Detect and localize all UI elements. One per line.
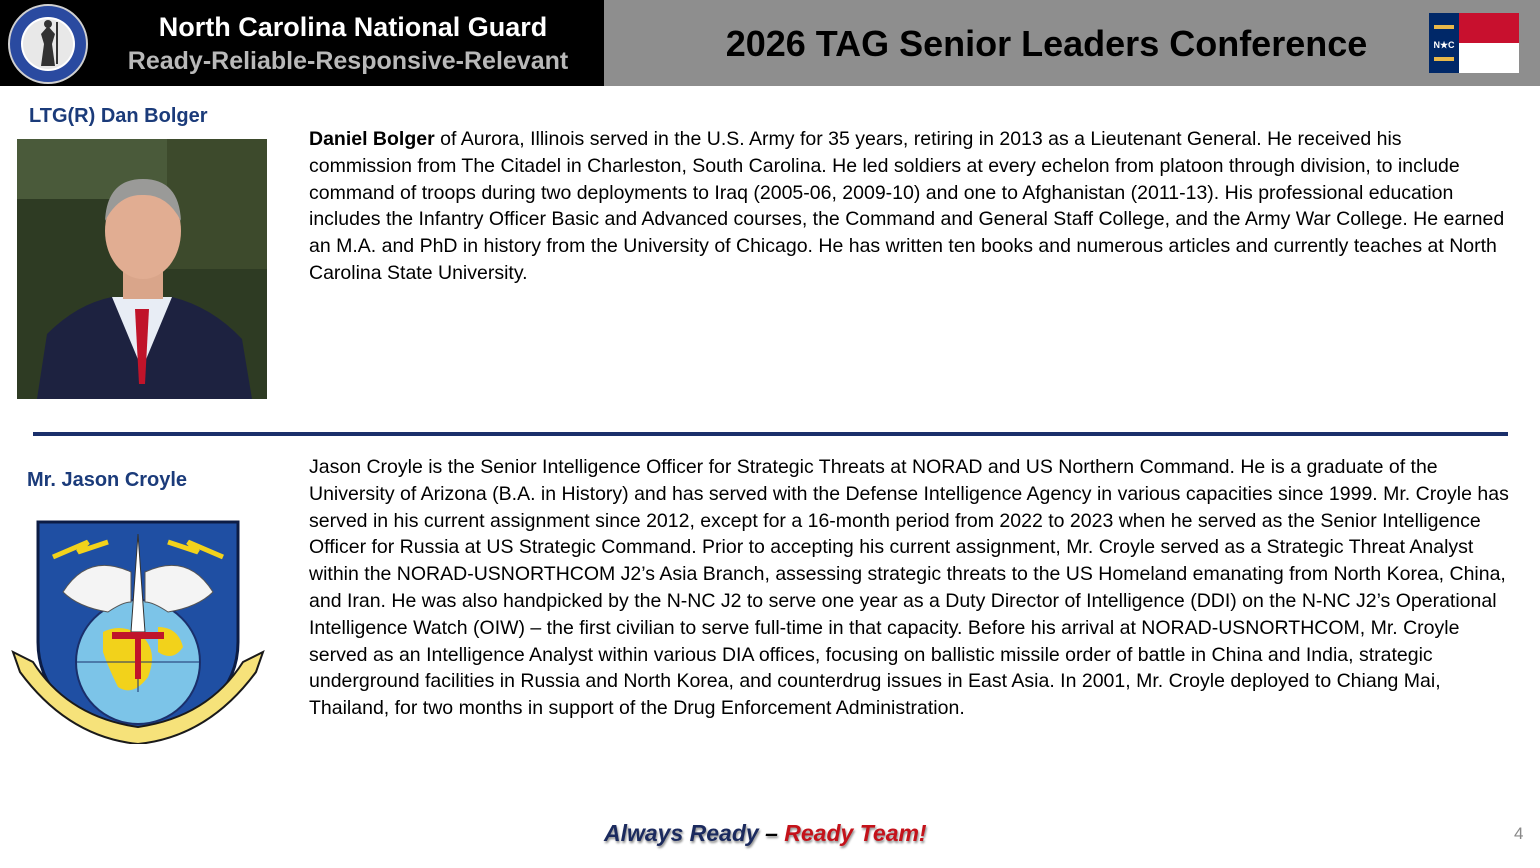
norad-emblem-icon	[8, 512, 268, 744]
conference-title: 2026 TAG Senior Leaders Conference	[725, 23, 1368, 64]
org-motto: Ready-Reliable-Responsive-Relevant	[127, 47, 569, 75]
nc-national-guard-seal-icon	[8, 4, 88, 84]
section-divider	[33, 432, 1508, 436]
speaker1-bio-name: Daniel Bolger	[309, 128, 435, 150]
footer-motto-part1: Always Ready	[604, 820, 759, 846]
org-name: North Carolina National Guard	[158, 12, 548, 42]
speaker2-name: Mr. Jason Croyle	[27, 469, 188, 491]
footer-motto-part2: Ready Team!	[784, 820, 927, 846]
speaker2-bio: Jason Croyle is the Senior Intelligence Officer for Strategic Threats at NORAD and US Northern Command. He is a graduate of the University of Arizona (B.A. in History) and has served with the Defense Intelligence Agency in various capacities since 1999. Mr. Croyle has served in his current assignment since 2012, except for a 16-month period from 2022 to 2023 when he served as the Senior Intelligence Officer for Russia at US Strategic Command. Prior to accepting his current assignment, Mr. Croyle served as a Strategic Threat Analyst within the NORAD-USNORTHCOM J2’s Asia Branch, assessing strategic threats to the US Homeland emanating from North Korea, China, and Iran. He was also handpicked by the N-NC J2 to serve one year as a Duty Director of Intelligence (DDI) on the N-NC J2’s Operational Intelligence Watch (OIW) – the first civilian to serve full-time in that capacity. Before his arrival at NORAD-USNORTHCOM, Mr. Croyle served as an Intelligence Analyst within various DIA offices, focusing on ballistic missile order of battle in China and India, strategic underground facilities in Russia and North Korea, and counterdrug issues in East Asia. In 2001, Mr. Croyle deployed to Chiang Mai, Thailand, for two months in support of the Drug Enforcement Administration.	[309, 456, 1509, 720]
footer-motto	[604, 818, 927, 848]
speaker1-bio-text: of Aurora, Illinois served in the U.S. Army for 35 years, retiring in 2013 as a Lieutenant General. He received his commission from The Citadel in Charleston, South Carolina. He led soldiers at every echelon from platoon through division, to include command of troops during two deployments to Iraq (2005-06, 2009-10) and one to Afghanistan (2011-13). His professional education includes the Infantry Officer Basic and Advanced courses, the Command and General Staff College, and the Army War College. He earned an M.A. and PhD in history from the University of Chicago. He has written ten books and numerous articles and currently teaches at North Carolina State University.	[309, 128, 1505, 284]
speaker1-bio	[309, 126, 1509, 287]
speaker1-name: LTG(R) Dan Bolger	[29, 105, 208, 127]
page-number: 4	[1514, 824, 1524, 843]
footer-motto-separator: –	[758, 820, 785, 846]
north-carolina-flag-icon	[1429, 13, 1519, 73]
header-left-panel	[0, 0, 604, 86]
flag-text: N★C	[1433, 40, 1455, 50]
header-right-panel	[604, 0, 1540, 86]
speaker-portrait-photo	[17, 139, 267, 399]
